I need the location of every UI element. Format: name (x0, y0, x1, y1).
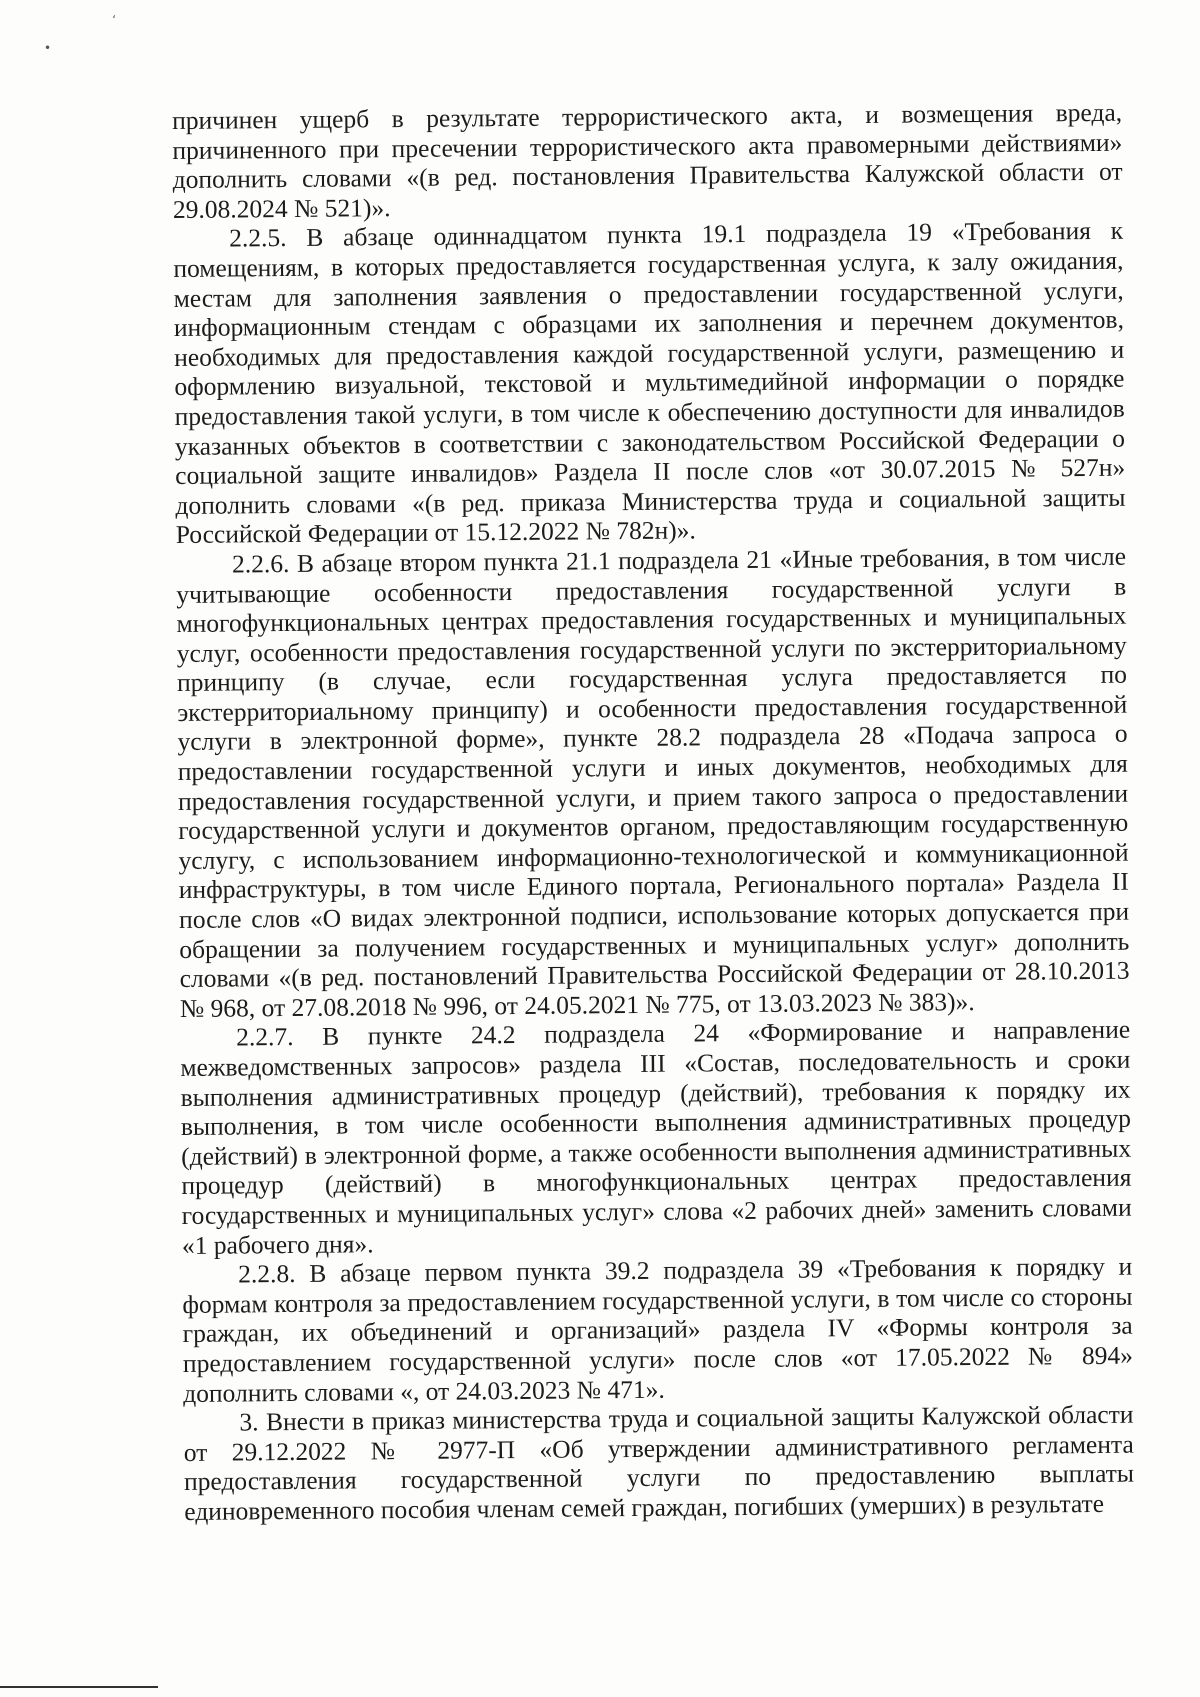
scan-speck-mark: ‘ (112, 13, 116, 27)
paragraph-3: 3. Внести в приказ министерства труда и социальной защиты Калужской области от 29.12.2022 № 2977-П «Об утверждении административного регламента предоставления государственной услуги по предоставлению выплаты единовременного пособия членам семей граждан, погибших (умерших) в результате (183, 1399, 1135, 1526)
scan-edge-line (0, 1686, 158, 1688)
paragraph-2-2-7: 2.2.7. В пункте 24.2 подраздела 24 «Формирование и направление межведомственных запросов» раздела III «Состав, последовательность и сроки выполнения административных процедур (действий), требования к порядку их выполнения, в том числе особенности выполнения административных процедур (действий) в электронной форме, а также особенности выполнения административных процедур (действий) в многофункциональных центрах предоставления государственных и муниципальных услуг» слова «2 рабочих дней» заменить словами «1 рабочего дня». (180, 1015, 1132, 1260)
paragraph-continuation: причинен ущерб в результате террористического акта, и возмещения вреда, причиненного при пресечении террористического акта правомерными действиями» дополнить словами «(в ред. постановления Правительства Калужской области от 29.08.2024 № 521)». (172, 97, 1123, 224)
paragraph-2-2-8: 2.2.8. В абзаце первом пункта 39.2 подраздела 39 «Требования к порядку и формам контроля за предоставлением государственной услуги, в том числе со стороны граждан, их объединений и организаций» раздела IV «Формы контроля за предоставлением государственной услуги» после слов «от 17.05.2022 № 894» дополнить словами «, от 24.03.2023 № 471». (182, 1251, 1134, 1408)
scan-speck-mark: • (44, 41, 52, 55)
paragraph-2-2-6: 2.2.6. В абзаце втором пункта 21.1 подраздела 21 «Иные требования, в том числе учитывающие особенности предоставления государственной услуги в многофункциональных центрах предоставления государственных и муниципальных услуг, особенности предоставления государственной услуги по экстерриториальному принципу (в случае, если государственная услуга предоставляется по экстерриториальному принципу) и особенности предоставления государственной услуги в электронной форме», пункте 28.2 подраздела 28 «Подача запроса о предоставлении государственной услуги и иных документов, необходимых для предоставления государственной услуги, и прием такого запроса о предоставлении государственной услуги и документов органом, предоставляющим государственную услугу, с использованием информационно-технологической и коммуникационной инфраструктуры, в том числе Единого портала, Регионального портала» Раздела II после слов «О видах электронной подписи, использование которых допускается при обращении за получением государственных и муниципальных услуг» дополнить словами «(в ред. постановлений Правительства Российской Федерации от 28.10.2013 № 968, от 27.08.2018 № 996, от 24.05.2021 № 775, от 13.03.2023 № 383)». (176, 541, 1130, 1023)
paragraph-2-2-5: 2.2.5. В абзаце одиннадцатом пункта 19.1 подраздела 19 «Требования к помещениям, в которых предоставляется государственная услуга, к залу ожидания, местам для заполнения заявления о предоставлении государственной услуги, информационным стендам с образцами их заполнения и перечнем документов, необходимых для предоставления каждой государственной услуги, размещению и оформлению визуальной, текстовой и мультимедийной информации о порядке предоставления такой услуги, в том числе к обеспечению доступности для инвалидов указанных объектов в соответствии с законодательством Российской Федерации о социальной защите инвалидов» Раздела II после слов «от 30.07.2015 № 527н» дополнить словами «(в ред. приказа Министерства труда и социальной защиты Российской Федерации от 15.12.2022 № 782н)». (173, 216, 1126, 550)
document-body (172, 98, 1134, 1527)
